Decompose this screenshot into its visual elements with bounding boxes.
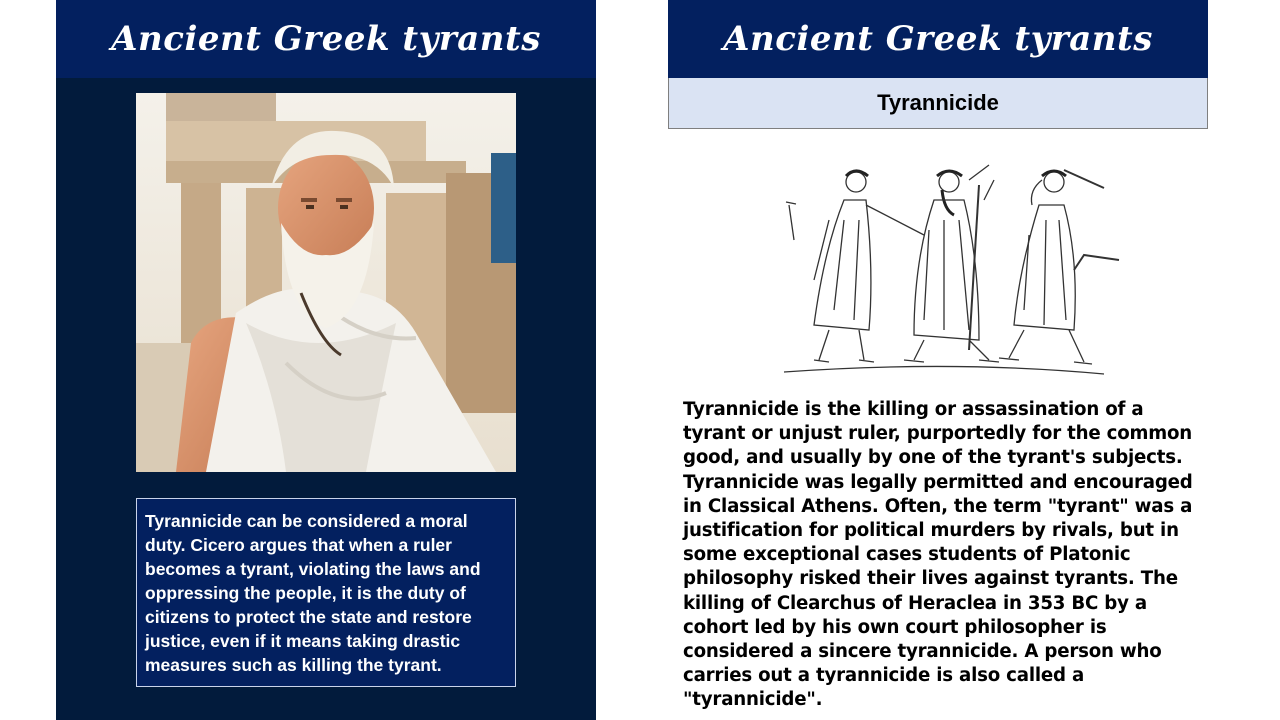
tyrannicide-description: Tyrannicide is the killing or assassination of a tyrant or unjust ruler, purportedly for the common good, and usually by one of the tyrant's subjects. Tyrannicide was legally permitted and encouraged in Classical Athens. Often, the term "tyrant" was a justification for political murders by rivals, but in some exceptional cases students of Platonic philosophy risked their lives against tyrants. The killing of Clearchus of Heraclea in 353 BC by a cohort led by his own court philosopher is considered a sincere tyrannicide. A person who carries out a tyrannicide is also called a "tyrannicide".	[683, 399, 1193, 711]
left-header-title: Ancient Greek tyrants	[56, 0, 596, 78]
bearded-man-toga-photo	[136, 93, 516, 472]
right-slide	[668, 0, 1208, 720]
right-header-title: Ancient Greek tyrants	[668, 0, 1208, 78]
left-slide	[56, 0, 596, 720]
quote-text-box: Tyrannicide can be considered a moral duty. Cicero argues that when a ruler becomes a tyrant, violating the laws and oppressing the people, it is the duty of citizens to protect the state and restore justice, even if it means taking drastic measures such as killing the tyrant.	[136, 498, 516, 687]
greek-vase-line-drawing	[774, 160, 1134, 380]
subtitle-bar: Tyrannicide	[668, 78, 1208, 129]
